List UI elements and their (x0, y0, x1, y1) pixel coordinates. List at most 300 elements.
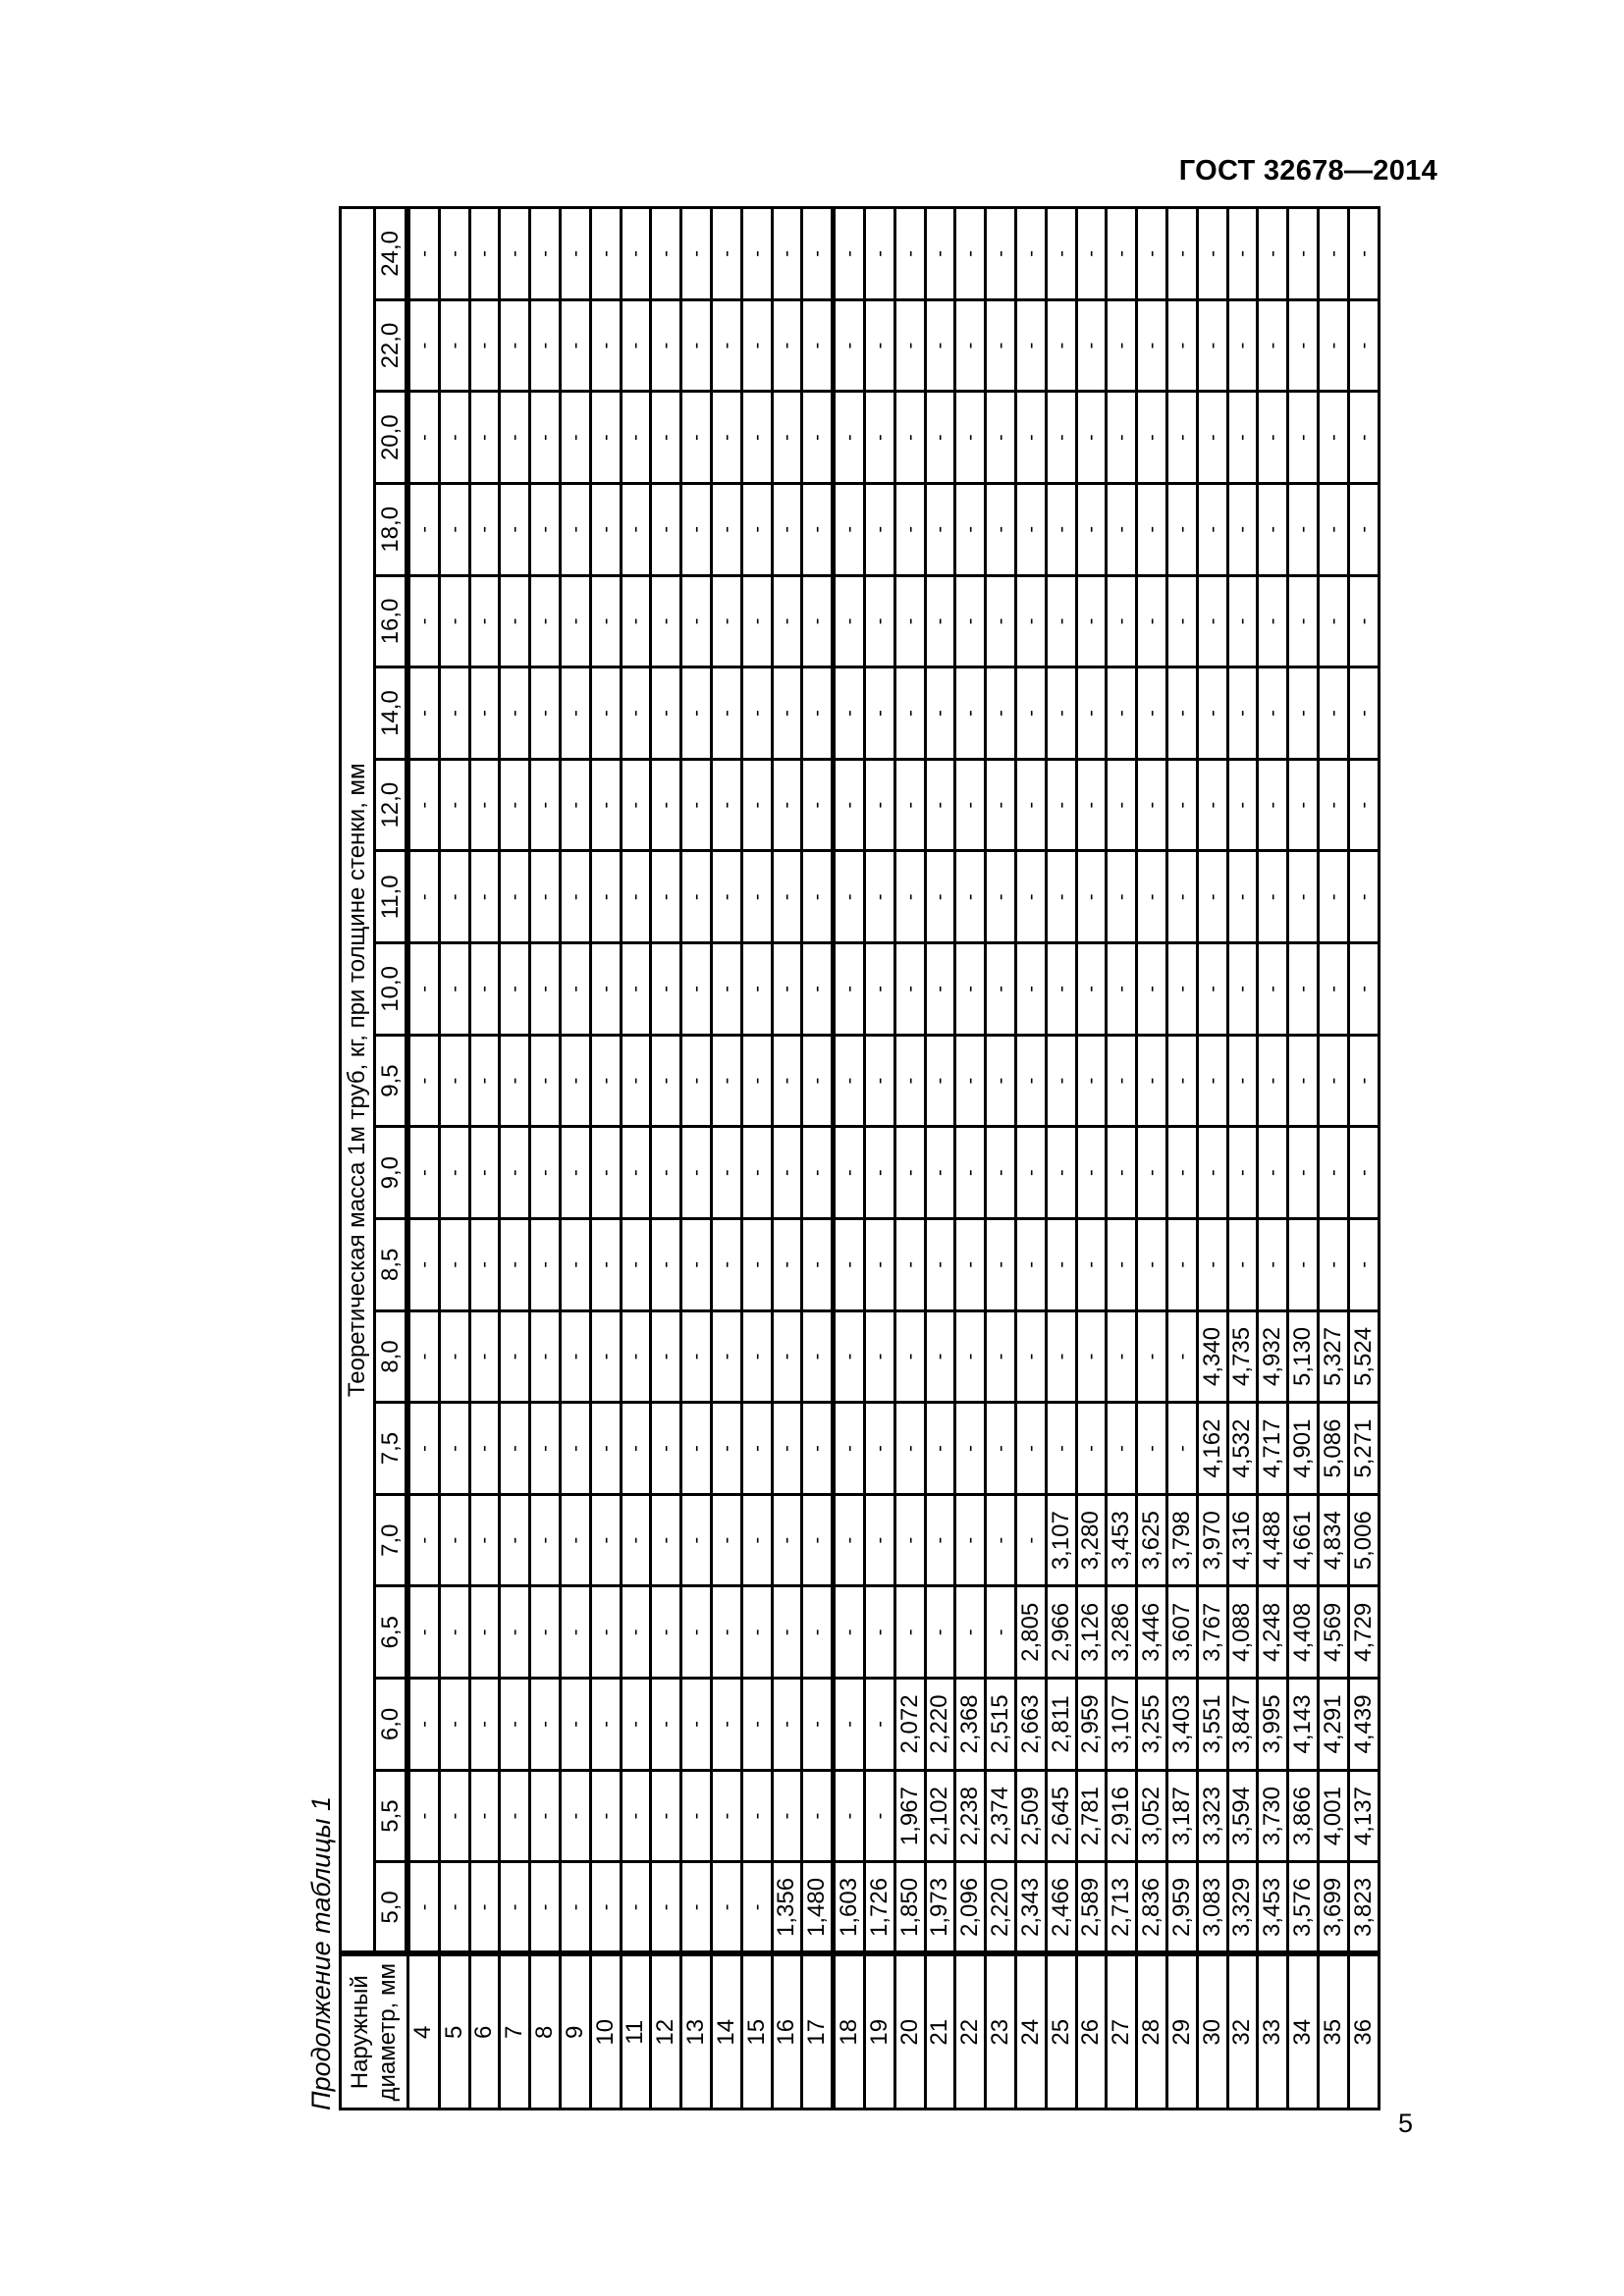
mass-value-cell: - (1227, 392, 1258, 484)
mass-value-cell: 5,130 (1288, 1310, 1319, 1403)
mass-value-cell: - (407, 1679, 439, 1771)
mass-value-cell: - (560, 1310, 590, 1403)
mass-value-cell: - (834, 759, 865, 851)
mass-value-cell: - (925, 484, 955, 576)
mass-value-cell: - (834, 392, 865, 484)
mass-value-cell: - (986, 943, 1016, 1036)
mass-value-cell: - (925, 299, 955, 392)
mass-value-cell: - (530, 575, 561, 667)
mass-value-cell: - (1258, 1035, 1288, 1127)
mass-value-cell: - (1227, 851, 1258, 943)
diameter-cell: 27 (1107, 1954, 1137, 2109)
mass-value-cell: - (500, 1862, 530, 1954)
mass-value-cell: - (651, 392, 681, 484)
mass-value-cell: - (741, 1679, 772, 1771)
diameter-cell: 36 (1348, 1954, 1379, 2109)
diameter-cell: 26 (1076, 1954, 1107, 2109)
mass-value-cell: - (711, 575, 741, 667)
mass-value-cell: - (1348, 1127, 1379, 1219)
mass-value-cell: - (1046, 667, 1076, 760)
mass-value-cell: 3,767 (1197, 1586, 1227, 1679)
mass-value-cell: - (864, 1679, 894, 1771)
mass-value-cell: - (772, 484, 802, 576)
mass-value-cell: - (651, 667, 681, 760)
mass-value-cell: - (955, 575, 986, 667)
mass-value-cell: - (802, 943, 834, 1036)
mass-value-cell: - (560, 1035, 590, 1127)
mass-value-cell: - (802, 392, 834, 484)
mass-value-cell: - (864, 1586, 894, 1679)
diameter-cell: 33 (1258, 1954, 1288, 2109)
mass-value-cell: - (1288, 1219, 1319, 1311)
table-row (986, 208, 1016, 2109)
mass-value-cell: - (834, 1494, 865, 1586)
mass-value-cell: - (407, 1310, 439, 1403)
mass-value-cell: 4,488 (1258, 1494, 1288, 1586)
mass-value-cell: 1,603 (834, 1862, 865, 1954)
mass-value-cell: - (500, 1403, 530, 1495)
mass-value-cell: - (651, 1127, 681, 1219)
mass-value-cell: - (864, 851, 894, 943)
mass-value-cell: - (590, 1770, 621, 1862)
mass-value-cell: - (407, 484, 439, 576)
mass-value-cell: - (1076, 667, 1107, 760)
mass-value-cell: - (741, 1770, 772, 1862)
table-row (1107, 208, 1137, 2109)
mass-value-cell: 1,356 (772, 1862, 802, 1954)
mass-value-cell: - (1107, 943, 1137, 1036)
mass-value-cell: - (469, 392, 500, 484)
mass-value-cell: - (407, 575, 439, 667)
mass-value-cell: - (864, 392, 894, 484)
mass-value-cell: 2,805 (1015, 1586, 1046, 1679)
mass-value-cell: 2,811 (1046, 1679, 1076, 1771)
mass-value-cell: 3,453 (1258, 1862, 1288, 1954)
mass-value-cell: - (802, 1494, 834, 1586)
mass-value-cell: - (530, 1035, 561, 1127)
mass-value-cell: - (621, 299, 651, 392)
mass-value-cell: - (560, 208, 590, 300)
mass-value-cell: - (741, 484, 772, 576)
mass-value-cell: 5,086 (1318, 1403, 1348, 1495)
mass-value-cell: - (590, 575, 621, 667)
mass-value-cell: - (1046, 299, 1076, 392)
mass-value-cell: - (955, 1494, 986, 1586)
mass-value-cell: 4,932 (1258, 1310, 1288, 1403)
mass-value-cell: - (560, 1494, 590, 1586)
mass-value-cell: 2,509 (1015, 1770, 1046, 1862)
mass-value-cell: - (1348, 1035, 1379, 1127)
mass-value-cell: 2,374 (986, 1770, 1016, 1862)
mass-value-cell: - (407, 1127, 439, 1219)
mass-value-cell: - (1166, 484, 1197, 576)
diameter-cell: 11 (621, 1954, 651, 2109)
mass-value-cell: - (560, 851, 590, 943)
mass-value-cell: - (439, 1586, 469, 1679)
table-row (802, 208, 834, 2109)
mass-value-cell: - (621, 1035, 651, 1127)
mass-value-cell: - (711, 1770, 741, 1862)
mass-value-cell: - (894, 1403, 925, 1495)
mass-value-cell: - (500, 575, 530, 667)
wall-thickness-header: 7,0 (375, 1494, 408, 1586)
mass-value-cell: - (469, 1219, 500, 1311)
mass-value-cell: - (469, 759, 500, 851)
mass-value-cell: - (1015, 759, 1046, 851)
mass-value-cell: - (469, 1862, 500, 1954)
mass-value-cell: 1,480 (802, 1862, 834, 1954)
mass-value-cell: - (986, 1403, 1016, 1495)
mass-value-cell: - (621, 1403, 651, 1495)
mass-value-cell: - (439, 851, 469, 943)
wall-thickness-header: 18,0 (375, 484, 408, 576)
mass-value-cell: - (1137, 1310, 1167, 1403)
mass-value-cell: - (621, 575, 651, 667)
mass-value-cell: - (439, 1862, 469, 1954)
mass-value-cell: - (711, 1035, 741, 1127)
mass-value-cell: - (741, 851, 772, 943)
mass-value-cell: - (711, 484, 741, 576)
mass-value-cell: - (439, 1770, 469, 1862)
mass-value-cell: - (1318, 667, 1348, 760)
mass-value-cell: - (1197, 851, 1227, 943)
mass-value-cell: - (530, 392, 561, 484)
mass-value-cell: - (1137, 575, 1167, 667)
mass-value-cell: - (590, 392, 621, 484)
mass-value-cell: - (925, 1310, 955, 1403)
mass-value-cell: - (530, 943, 561, 1036)
mass-value-cell: - (986, 1035, 1016, 1127)
mass-value-cell: - (560, 1679, 590, 1771)
table-row (1166, 208, 1197, 2109)
mass-value-cell: - (772, 299, 802, 392)
mass-value-cell: - (1015, 851, 1046, 943)
mass-value-cell: - (1166, 392, 1197, 484)
mass-value-cell: - (741, 1219, 772, 1311)
mass-value-cell: - (1197, 575, 1227, 667)
mass-value-cell: - (651, 1219, 681, 1311)
wall-thickness-header: 10,0 (375, 943, 408, 1036)
mass-value-cell: - (681, 667, 712, 760)
mass-value-cell: - (500, 208, 530, 300)
mass-value-cell: - (1107, 1403, 1137, 1495)
mass-value-cell: - (711, 299, 741, 392)
mass-value-cell: - (407, 943, 439, 1036)
mass-value-cell: - (1107, 1219, 1137, 1311)
mass-value-cell: - (834, 1403, 865, 1495)
mass-value-cell: - (469, 667, 500, 760)
mass-value-cell: - (651, 1770, 681, 1862)
mass-value-cell: 4,291 (1318, 1679, 1348, 1771)
mass-value-cell: 3,970 (1197, 1494, 1227, 1586)
mass-value-cell: 3,329 (1227, 1862, 1258, 1954)
mass-value-cell: 2,238 (955, 1770, 986, 1862)
mass-value-cell: 3,699 (1318, 1862, 1348, 1954)
mass-value-cell: - (469, 1494, 500, 1586)
table-row (469, 208, 500, 2109)
mass-value-cell: - (469, 851, 500, 943)
mass-value-cell: - (407, 667, 439, 760)
mass-value-cell: 5,327 (1318, 1310, 1348, 1403)
mass-value-cell: - (1258, 299, 1288, 392)
mass-value-cell: 2,916 (1107, 1770, 1137, 1862)
mass-value-cell: - (834, 851, 865, 943)
mass-value-cell: - (621, 208, 651, 300)
mass-value-cell: - (1197, 208, 1227, 300)
mass-value-cell: - (741, 299, 772, 392)
mass-value-cell: - (681, 1770, 712, 1862)
mass-value-cell: - (1348, 392, 1379, 484)
mass-value-cell: - (1046, 943, 1076, 1036)
table-row (407, 208, 439, 2109)
mass-value-cell: - (681, 851, 712, 943)
mass-value-cell: - (894, 1310, 925, 1403)
mass-value-cell: - (894, 1219, 925, 1311)
table-row (1015, 208, 1046, 2109)
mass-value-cell: - (772, 1310, 802, 1403)
mass-value-cell: - (530, 299, 561, 392)
mass-value-cell: - (986, 208, 1016, 300)
mass-value-cell: - (741, 1494, 772, 1586)
mass-value-cell: - (469, 1770, 500, 1862)
mass-value-cell: - (439, 1035, 469, 1127)
mass-value-cell: 2,220 (986, 1862, 1016, 1954)
mass-value-cell: - (407, 392, 439, 484)
mass-value-cell: - (1348, 575, 1379, 667)
wall-thickness-header: 9,0 (375, 1127, 408, 1219)
mass-value-cell: - (1107, 484, 1137, 576)
mass-value-cell: 2,589 (1076, 1862, 1107, 1954)
mass-value-cell: 3,847 (1227, 1679, 1258, 1771)
mass-value-cell: 2,836 (1137, 1862, 1167, 1954)
mass-value-cell: - (1318, 392, 1348, 484)
mass-value-cell: - (834, 1310, 865, 1403)
mass-value-cell: - (772, 392, 802, 484)
mass-value-cell: - (1288, 667, 1319, 760)
mass-value-cell: - (1046, 208, 1076, 300)
mass-value-cell: - (1318, 1219, 1348, 1311)
mass-value-cell: 3,551 (1197, 1679, 1227, 1771)
wall-thickness-header: 22,0 (375, 299, 408, 392)
mass-value-cell: - (1318, 1127, 1348, 1219)
mass-value-cell: - (439, 1310, 469, 1403)
table-row (651, 208, 681, 2109)
mass-value-cell: - (741, 1403, 772, 1495)
mass-value-cell: - (955, 759, 986, 851)
mass-value-cell: - (651, 575, 681, 667)
mass-value-cell: - (864, 575, 894, 667)
mass-value-cell: - (681, 299, 712, 392)
mass-value-cell: - (1197, 1035, 1227, 1127)
mass-value-cell: - (530, 208, 561, 300)
mass-value-cell: - (955, 484, 986, 576)
mass-value-cell: - (590, 1403, 621, 1495)
mass-value-cell: 4,316 (1227, 1494, 1258, 1586)
mass-value-cell: - (741, 392, 772, 484)
mass-value-cell: - (955, 667, 986, 760)
mass-value-cell: 2,713 (1107, 1862, 1137, 1954)
mass-value-cell: - (530, 1310, 561, 1403)
mass-value-cell: - (651, 1679, 681, 1771)
mass-value-cell: - (955, 208, 986, 300)
mass-value-cell: - (621, 1310, 651, 1403)
mass-value-cell: - (681, 759, 712, 851)
mass-value-cell: - (621, 1219, 651, 1311)
mass-value-cell: 3,255 (1137, 1679, 1167, 1771)
mass-value-cell: 1,850 (894, 1862, 925, 1954)
diameter-cell: 29 (1166, 1954, 1197, 2109)
mass-value-cell: 3,052 (1137, 1770, 1167, 1862)
mass-value-cell: - (681, 392, 712, 484)
mass-value-cell: - (1107, 392, 1137, 484)
mass-value-cell: - (1227, 1219, 1258, 1311)
mass-value-cell: - (741, 1310, 772, 1403)
mass-value-cell: - (711, 1310, 741, 1403)
mass-value-cell: 1,726 (864, 1862, 894, 1954)
mass-value-cell: - (1166, 1035, 1197, 1127)
mass-value-cell: - (834, 1219, 865, 1311)
diameter-cell: 5 (439, 1954, 469, 2109)
mass-value-cell: - (407, 299, 439, 392)
table-row (1076, 208, 1107, 2109)
table-row (1318, 208, 1348, 2109)
table-row (500, 208, 530, 2109)
mass-value-cell: - (590, 1494, 621, 1586)
mass-value-cell: - (1288, 575, 1319, 667)
mass-value-cell: - (560, 1862, 590, 1954)
mass-value-cell: - (1227, 1127, 1258, 1219)
mass-value-cell: - (407, 1219, 439, 1311)
mass-value-cell: - (802, 759, 834, 851)
mass-value-cell: - (1166, 299, 1197, 392)
mass-value-cell: - (772, 575, 802, 667)
mass-value-cell: - (1015, 1035, 1046, 1127)
diameter-cell: 16 (772, 1954, 802, 2109)
mass-value-cell: - (500, 1127, 530, 1219)
mass-value-cell: - (772, 1035, 802, 1127)
mass-value-cell: 3,280 (1076, 1494, 1107, 1586)
mass-value-cell: - (864, 484, 894, 576)
mass-value-cell: - (469, 1403, 500, 1495)
mass-value-cell: - (590, 851, 621, 943)
mass-value-cell: - (1076, 851, 1107, 943)
mass-value-cell: - (1015, 1403, 1046, 1495)
mass-value-cell: - (1166, 759, 1197, 851)
mass-value-cell: - (772, 943, 802, 1036)
mass-value-cell: - (986, 667, 1016, 760)
mass-value-cell: - (560, 299, 590, 392)
mass-value-cell: - (802, 208, 834, 300)
mass-value-cell: - (500, 1310, 530, 1403)
mass-value-cell: 3,187 (1166, 1770, 1197, 1862)
mass-value-cell: 3,798 (1166, 1494, 1197, 1586)
mass-value-cell: - (560, 484, 590, 576)
mass-value-cell: - (651, 1494, 681, 1586)
mass-value-cell: - (681, 1586, 712, 1679)
mass-value-cell: - (1015, 575, 1046, 667)
mass-value-cell: 2,466 (1046, 1862, 1076, 1954)
mass-value-cell: - (955, 1219, 986, 1311)
mass-value-cell: - (1107, 1310, 1137, 1403)
mass-value-cell: 4,143 (1288, 1679, 1319, 1771)
diameter-cell: 28 (1137, 1954, 1167, 2109)
mass-value-cell: - (986, 392, 1016, 484)
mass-value-cell: - (1348, 484, 1379, 576)
mass-value-cell: - (834, 484, 865, 576)
mass-value-cell: 5,006 (1348, 1494, 1379, 1586)
mass-value-cell: - (864, 1310, 894, 1403)
mass-value-cell: - (894, 1035, 925, 1127)
wall-thickness-header: 11,0 (375, 851, 408, 943)
wall-thickness-header: 5,5 (375, 1770, 408, 1862)
mass-value-cell: 4,001 (1318, 1770, 1348, 1862)
mass-value-cell: - (834, 575, 865, 667)
mass-value-cell: - (439, 392, 469, 484)
mass-value-cell: - (1197, 943, 1227, 1036)
mass-value-cell: - (955, 1403, 986, 1495)
mass-value-cell: - (711, 1219, 741, 1311)
mass-value-cell: - (772, 667, 802, 760)
mass-value-cell: - (407, 1770, 439, 1862)
mass-value-cell: - (802, 1770, 834, 1862)
mass-value-cell: - (651, 1403, 681, 1495)
wall-thickness-header: 6,5 (375, 1586, 408, 1679)
mass-value-cell: - (1227, 1035, 1258, 1127)
mass-value-cell: - (530, 1219, 561, 1311)
mass-value-cell: - (439, 1494, 469, 1586)
mass-value-cell: - (621, 1127, 651, 1219)
mass-value-cell: - (1107, 299, 1137, 392)
mass-value-cell: - (986, 1127, 1016, 1219)
mass-value-cell: - (560, 1127, 590, 1219)
mass-value-cell: - (469, 1679, 500, 1771)
wall-thickness-header: 7,5 (375, 1403, 408, 1495)
diameter-cell: 10 (590, 1954, 621, 2109)
mass-value-cell: - (1015, 1494, 1046, 1586)
table-row (681, 208, 712, 2109)
mass-value-cell: - (802, 575, 834, 667)
mass-value-cell: 3,823 (1348, 1862, 1379, 1954)
mass-value-cell: - (407, 1586, 439, 1679)
mass-value-cell: - (741, 759, 772, 851)
mass-value-cell: - (1107, 667, 1137, 760)
mass-value-cell: 3,107 (1107, 1679, 1137, 1771)
mass-value-cell: - (1015, 1219, 1046, 1311)
mass-value-cell: - (864, 1770, 894, 1862)
diameter-cell: 12 (651, 1954, 681, 2109)
mass-value-cell: - (1046, 1310, 1076, 1403)
mass-value-cell: - (681, 1679, 712, 1771)
mass-value-cell: - (802, 1586, 834, 1679)
diameter-cell: 4 (407, 1954, 439, 2109)
mass-value-cell: - (711, 1586, 741, 1679)
mass-value-cell: - (681, 1219, 712, 1311)
mass-value-cell: - (621, 1586, 651, 1679)
mass-value-cell: - (1046, 1035, 1076, 1127)
mass-value-cell: 3,107 (1046, 1494, 1076, 1586)
mass-value-cell: - (590, 208, 621, 300)
mass-value-cell: - (834, 1035, 865, 1127)
mass-value-cell: - (864, 759, 894, 851)
mass-value-cell: - (1107, 1035, 1137, 1127)
mass-value-cell: 3,730 (1258, 1770, 1288, 1862)
mass-value-cell: - (1258, 575, 1288, 667)
mass-value-cell: 4,661 (1288, 1494, 1319, 1586)
wall-thickness-header: 14,0 (375, 667, 408, 760)
mass-value-cell: - (802, 1679, 834, 1771)
mass-table (339, 206, 1380, 2110)
mass-value-cell: - (621, 1494, 651, 1586)
